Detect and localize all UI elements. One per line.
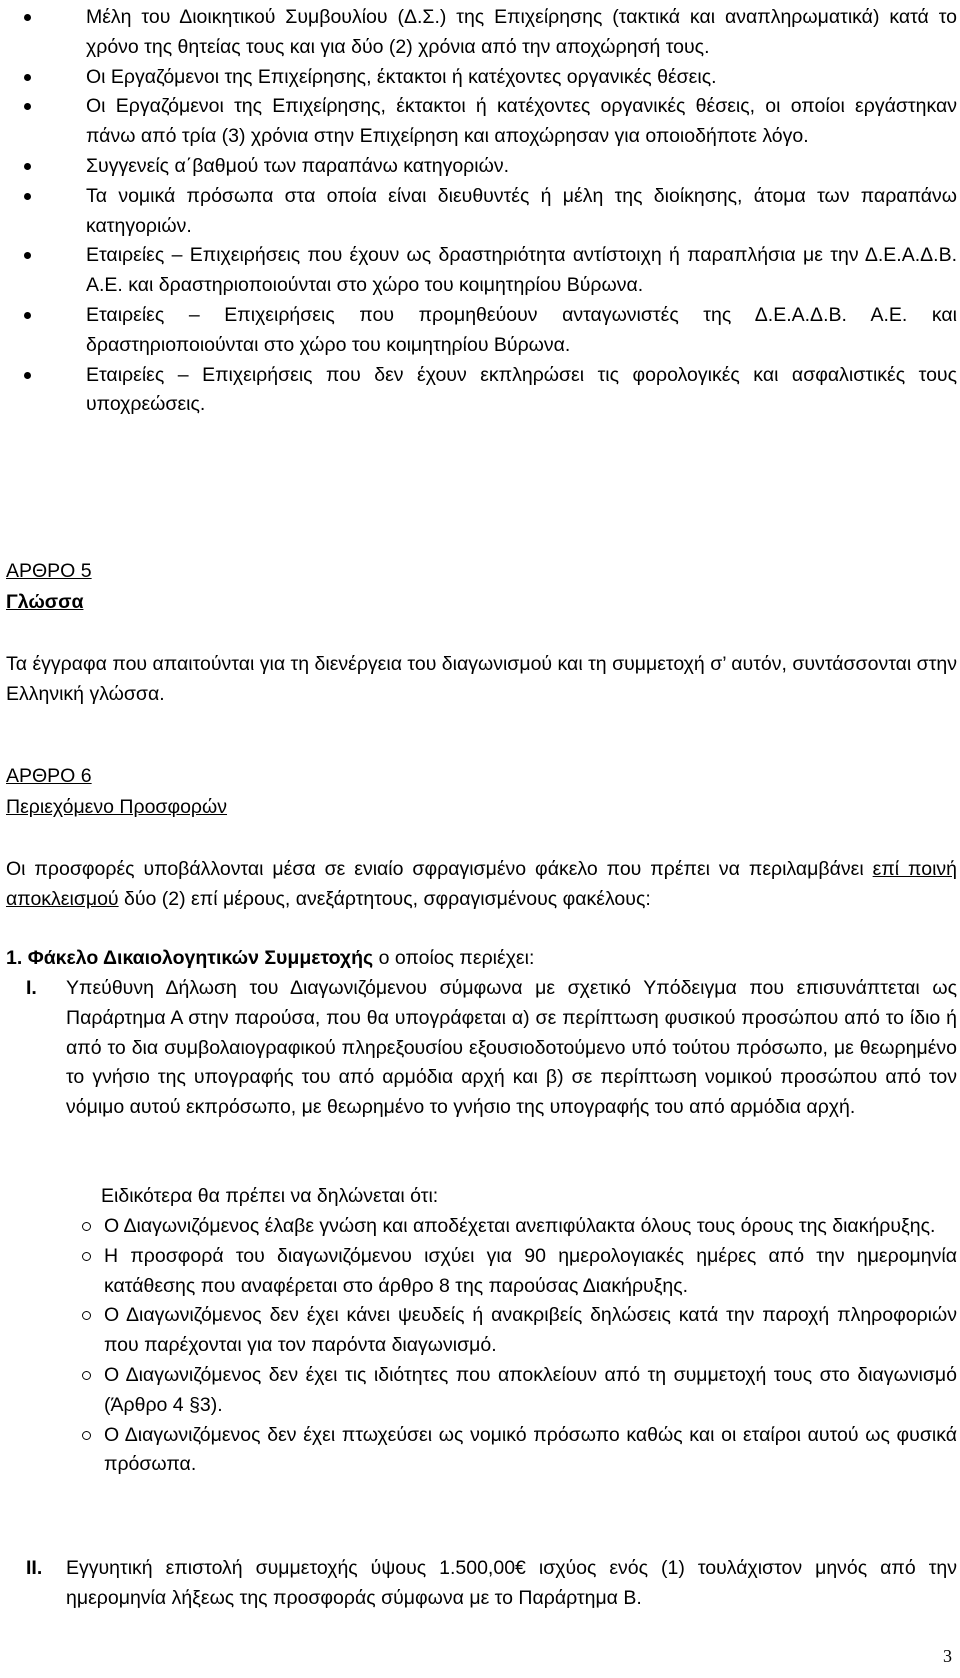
article-6-body: Οι προσφορές υποβάλλονται μέσα σε ενιαίο σφραγισμένο φάκελο που πρέπει να περιλαμβάνει επί ποινή αποκλεισμού δύο (2) επί μέρους, ανεξάρτητους, σφραγισμένους φακέλους: [6,858,957,910]
list-item: Οι Εργαζόμενοι της Επιχείρησης, έκτακτοι ή κατέχοντες οργανικές θέσεις. [86,63,957,93]
list-item: Ο Διαγωνιζόμενος δεν έχει κάνει ψευδείς ή ανακριβείς δηλώσεις κατά την παροχή πληροφοριών που παρέχονται για τον παρόντα διαγωνισμό. [104,1301,957,1361]
bullet-icon [82,1311,91,1320]
bullet-icon [24,103,31,110]
list-item: Εταιρείες – Επιχειρήσεις που δεν έχουν εκπληρώσει τις φορολογικές και ασφαλιστικές τους υποχρεώσεις. [86,361,957,421]
bullet-icon [82,1371,91,1380]
roman-numeral: I. [26,977,37,999]
eligibility-exclusion-list [86,3,957,420]
specifically-label: Ειδικότερα θα πρέπει να δηλώνεται ότι: [101,1185,439,1207]
bullet-icon [82,1252,91,1261]
requirement-text: Εγγυητική επιστολή συμμετοχής ύψους 1.500,00€ ισχύος ενός (1) τουλάχιστον μηνός από την ημερομηνία λήξεως της προσφοράς σύμφωνα με το Παράρτημα Β. [66,1557,957,1609]
list-item: Οι Εργαζόμενοι της Επιχείρησης, έκτακτοι ή κατέχοντες οργανικές θέσεις, οι οποίοι εργάστηκαν πάνω από τρία (3) χρόνια στην Επιχείρηση και αποχώρησαν για οποιοδήποτε λόγο. [86,92,957,152]
list-item: Εταιρείες – Επιχειρήσεις που προμηθεύουν ανταγωνιστές της Δ.Ε.Α.Δ.Β. Α.Ε. και δραστηριοποιούνται στο χώρο του κοιμητηρίου Βύρωνα. [86,301,957,361]
article-6-title: Περιεχόμενο Προσφορών [6,796,228,818]
page-number: 3 [943,1646,952,1667]
list-item: Ο Διαγωνιζόμενος δεν έχει τις ιδιότητες που αποκλείουν από τη συμμετοχή τους στο διαγωνισμό (Άρθρο 4 §3). [104,1361,957,1421]
exclusion-penalty-text: επί ποινή αποκλεισμού [6,858,957,910]
roman-numeral: II. [26,1557,43,1579]
bullet-icon [24,193,31,200]
bullet-icon [24,312,31,319]
bullet-icon [24,14,31,21]
list-item: Η προσφορά του διαγωνιζόμενου ισχύει για 90 ημερολογιακές ημέρες από την ημερομηνία κατάθεσης που αναφέρεται στο άρθρο 8 της παρούσας Διακήρυξης. [104,1242,957,1302]
bullet-icon [24,163,31,170]
declaration-list [104,1212,957,1480]
article-5-body: Τα έγγραφα που απαιτούνται για τη διενέργεια του διαγωνισμού και τη συμμετοχή σ’ αυτόν, συντάσσονται στην Ελληνική γλώσσα. [6,653,957,705]
article-5-heading: ΑΡΘΡΟ 5 [6,560,92,582]
list-item: Συγγενείς α΄βαθμού των παραπάνω κατηγοριών. [86,152,957,182]
requirement-text: Υπεύθυνη Δήλωση του Διαγωνιζόμενου σύμφωνα με σχετικό Υπόδειγμα που επισυνάπτεται ως Παράρτημα Α στην παρούσα, που θα υπογράφεται α) σε περίπτωση φυσικού προσώπου από το ίδιο ή από το δια συμβολαιογραφικού πληρεξουσίου εξουσιοδοτούμενο υπό τούτου πρόσωπο, με θεωρημένο το γνήσιο της υπογραφής του από αρμόδια αρχή και β) σε περίπτωση νομικού προσώπου από τον νόμιμο αυτού εκπρόσωπο, με θεωρημένο το γνήσιο της υπογραφής του από αρμόδια αρχή. [66,977,957,1119]
list-item: Ο Διαγωνιζόμενος έλαβε γνώση και αποδέχεται ανεπιφύλακτα όλους τους όρους της διακήρυξης. [104,1212,957,1242]
article-5-title: Γλώσσα [6,591,84,613]
list-item: Τα νομικά πρόσωπα στα οποία είναι διευθυντές ή μέλη της διοίκησης, άτομα των παραπάνω κατηγοριών. [86,182,957,242]
bullet-icon [24,372,31,379]
bullet-icon [24,252,31,259]
bullet-icon [82,1222,91,1231]
list-item: Ο Διαγωνιζόμενος δεν έχει πτωχεύσει ως νομικό πρόσωπο καθώς και οι εταίροι αυτού ως φυσικά πρόσωπα. [104,1421,957,1481]
list-item: Μέλη του Διοικητικού Συμβουλίου (Δ.Σ.) της Επιχείρησης (τακτικά και αναπληρωματικά) κατά το χρόνο της θητείας τους και για δύο (2) χρόνια από την αποχώρησή τους. [86,3,957,63]
bullet-icon [24,74,31,81]
participation-folder-heading: 1. Φάκελο Δικαιολογητικών Συμμετοχής ο οποίος περιέχει: [6,947,535,969]
article-6-heading: ΑΡΘΡΟ 6 [6,765,92,787]
bullet-icon [82,1431,91,1440]
list-item: Εταιρείες – Επιχειρήσεις που έχουν ως δραστηριότητα αντίστοιχη ή παραπλήσια με την Δ.Ε.Α.Δ.Β. Α.Ε. και δραστηριοποιούνται στο χώρο του κοιμητηρίου Βύρωνα. [86,241,957,301]
